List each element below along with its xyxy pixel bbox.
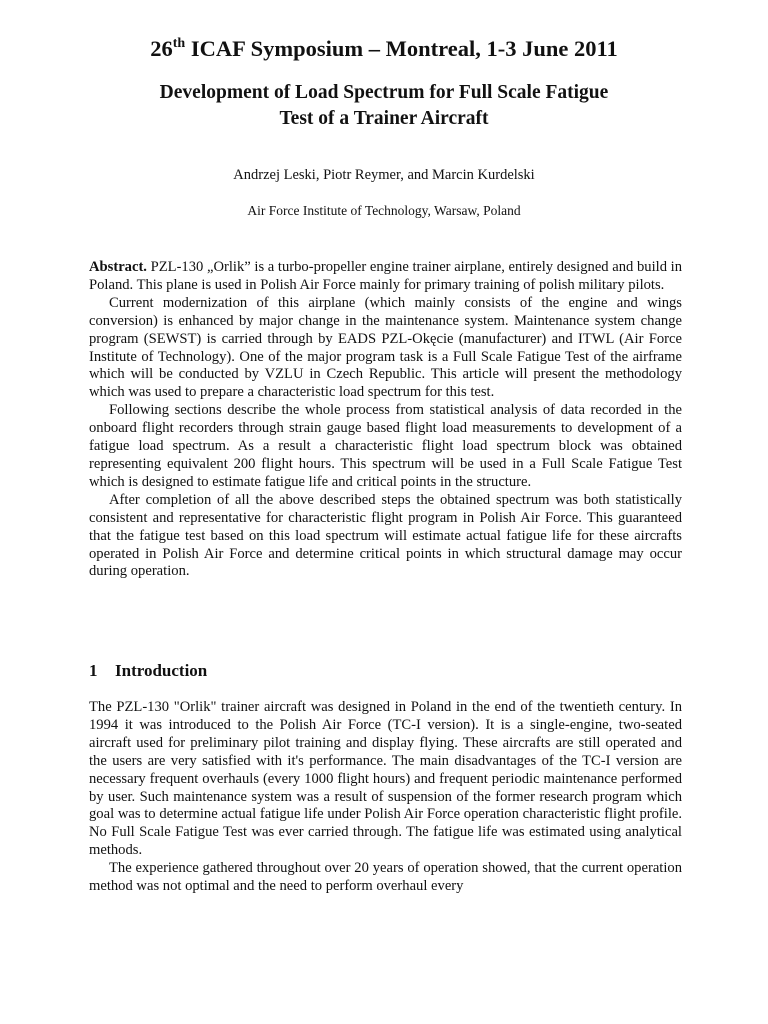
- section-heading-introduction: [89, 661, 207, 681]
- abstract-paragraph-2: Current modernization of this airplane (which mainly consists of the engine and wings conversion) is enhanced by major change in the maintenance system. Maintenance system change program (SEWST) is carried through by EADS PZL-Okęcie (manufacturer) and ITWL (Air Force Institute of Technology). One of the major program task is a Full Scale Fatigue Test of the airframe which will be conducted by VZLU in Czech Republic. This article will present the methodology which was used to prepare a characteristic load spectrum for this test.: [89, 294, 682, 401]
- introduction-paragraph-1: The PZL-130 "Orlik" trainer aircraft was designed in Poland in the end of the twentieth century. In 1994 it was introduced to the Polish Air Force (TC-I version). It is a single-engine, two-seated aircraft used for preliminary pilot training and display flying. These aircrafts are still operated and the users are very satisfied with it's performance. The main disadvantages of the TC-I version are necessary frequent overhauls (every 1000 flight hours) and frequent periodic maintenance performed by user. Such maintenance system was a result of suspension of the former research program which goal was to determine actual fatigue life under Polish Air Force operation characteristic flight profile. No Full Scale Fatigue Test was ever carried through. The fatigue life was estimated using analytical methods.: [89, 699, 682, 859]
- section-title: Introduction: [115, 661, 208, 680]
- paper-title-line-2: Test of a Trainer Aircraft: [279, 108, 489, 129]
- abstract-paragraph-1: [89, 259, 682, 295]
- symposium-header: [0, 36, 768, 62]
- introduction-paragraph-2: The experience gathered throughout over 20 years of operation showed, that the current operation method was not optimal and the need to perform overhaul every: [89, 860, 682, 895]
- abstract: [89, 259, 682, 581]
- section-number: 1: [89, 661, 98, 680]
- symposium-text: ICAF Symposium – Montreal, 1-3 June 2011: [185, 36, 618, 61]
- abstract-label: Abstract.: [89, 259, 147, 275]
- abstract-paragraph-4: After completion of all the above described steps the obtained spectrum was both statistically consistent and representative for characteristic flight program in Polish Air Force. This guaranteed that the fatigue test based on this load spectrum will estimate actual fatigue life for these aircrafts operated in Polish Air Force and determine critical points in which structural damage may occur during operation.: [89, 491, 682, 580]
- paper-title: [0, 80, 768, 132]
- paper-title-line-1: Development of Load Spectrum for Full Scale Fatigue: [159, 82, 609, 103]
- symposium-number-suffix: th: [172, 36, 186, 51]
- abstract-paragraph-3: Following sections describe the whole process from statistical analysis of data recorded in the onboard flight recorders through strain gauge based flight load measurements to development of a fatigue load spectrum. As a result a characteristic flight load spectrum block was obtained representing equivalent 200 flight hours. This spectrum will be used in a Full Scale Fatigue Test which is designed to estimate fatigue life and critical points in the structure.: [89, 402, 682, 490]
- affiliation: Air Force Institute of Technology, Warsaw, Poland: [247, 203, 521, 218]
- introduction-body: [89, 699, 682, 896]
- authors: Andrzej Leski, Piotr Reymer, and Marcin Kurdelski: [233, 167, 535, 183]
- symposium-number: 26: [150, 36, 173, 61]
- abstract-paragraph-1-text: PZL-130 „Orlik” is a turbo-propeller engine trainer airplane, entirely designed and build in Poland. This plane is used in Polish Air Force mainly for primary training of polish military pilots.: [89, 259, 682, 293]
